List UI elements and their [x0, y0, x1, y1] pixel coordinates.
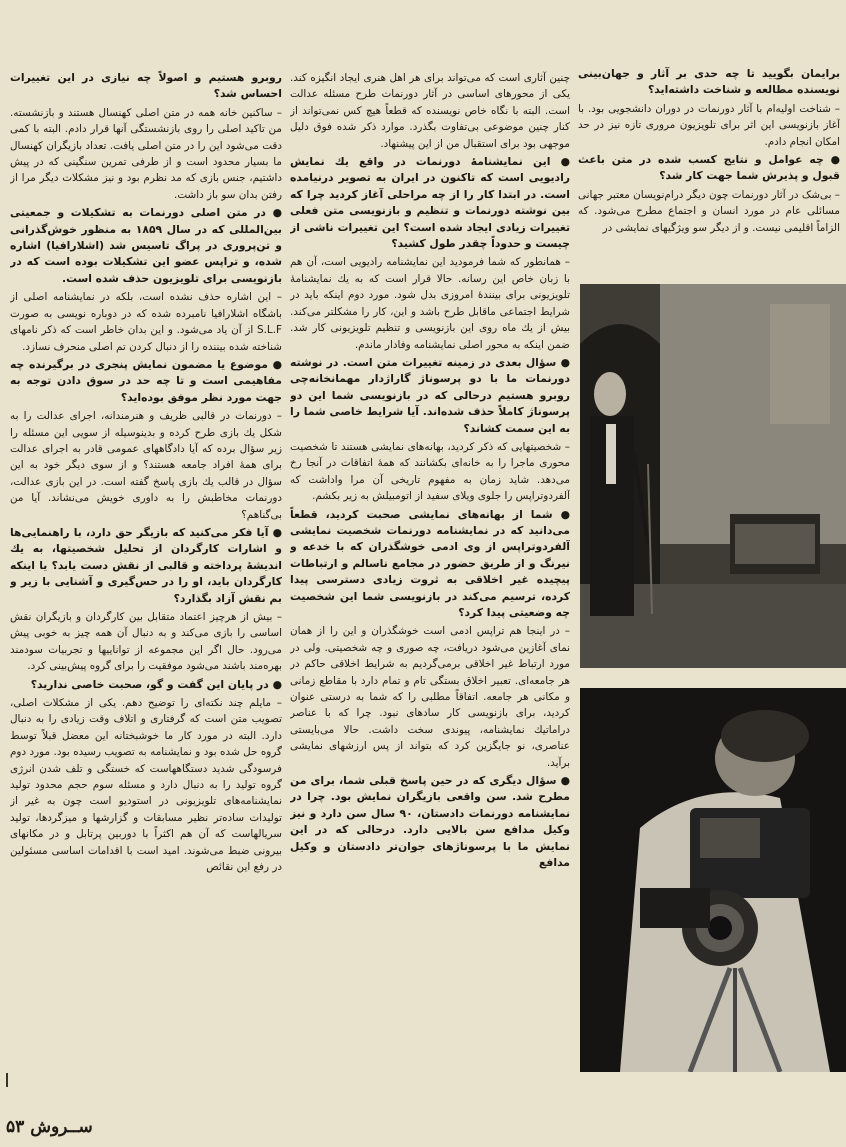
interview-answer: – شخصیتهایی که ذکر کردید، بهانه‌های نمایشی هستند تا شخصیت محوری ماجرا را به خانه‌ای بکشانند که همهٔ اتفاقات در آنجا رخ می‌دهد. شاید زمان به مفهوم تاریخی آن مرا واداشت که آلفردوتراپس را جلوی ویلای سفید از اتومبیلش به زیر بکشم.: [290, 440, 570, 503]
photo-actor: [580, 284, 846, 668]
interview-answer: – همانطور که شما فرمودید این نمایشنامه رادیویی است، آن هم با زبان خاص این رسانه. حالا قرار است که به یك نمایشنامهٔ تلویزیونی برای بینندهٔ امروزی بدل شود. مورد دوم اینکه باید در شرایط اجتماعی ماقابل طرح باشد و این، کار را مشکلتر می‌کند. بیش از یك ماه روی این بازنویسی و تنظیم تلویزیونی کار شد. ضمن اینکه به محور اصلی نمایشنامه وفادار ماندم.: [290, 256, 570, 351]
interview-answer: – شناخت اولیه‌ام با آثار دورنمات در دوران دانشجویی بود. با آغاز بازنویسی این اثر برای تلویزیون مروری تازه نیز در حد امکان انجام دادم.: [578, 102, 840, 148]
interview-answer: – در اینجا هم تراپس ادمی است خوشگذران و این را از همان نمای آغازین می‌شود دریافت، چه صوری و چه شخصیتی. ولی در مورد ارتباط غیر اخلاقی برمی‌گردیم به شرایط اخلاقی حاکم در هر جامعه‌ای. تعبیر اخلاق بستگی تام و تمام دارد با مقاطع زمانی و مکانی هر جامعه. اتفاقاً مطلبی را که شما به درستی عنوان کردید، برای بازنویسی کار سادهای نبود. چرا که با عناصر دراماتیك نمایشنامه، پیوندی سخت داشت. حالا می‌بایستی عناصری، نو جایگزین کرد که بتواند از پس ارزشهای نمایشی برآید.: [290, 625, 570, 769]
interview-question: ● این نمایشنامهٔ دورنمات در واقع یك نمایش رادیویی است که تاکنون در ایران به تصویر درنیامده است. در ابتدا کار را از چه مراحلی آغاز کردید چرا که بین نوشته دورنمات و تنظیم و بازنویسی متن فعلی تغییرات زیادی ایجاد شده است؟ این تغییرات ناشی از چیست و حدوداً چقدر طول کشید؟: [290, 155, 570, 251]
interview-answer: چنین آثاری است که می‌تواند برای هر اهل هنری ایجاد انگیزه کند. یکی از محورهای اساسی در آثار دورنمات طرح مسئله عدالت است. البته با نگاه خاص نویسنده که قطعاً هیچ کس نمی‌تواند از کنار چنین موضوعی بی‌تفاوت بگذرد. موارد ذکر شده فوق دلیل موجهی بود برای استقبال من از این پیشنهاد.: [290, 72, 570, 150]
magazine-name: ســروش: [30, 1117, 93, 1137]
interview-question: ● در پایان این گفت و گو، صحبت خاصی ندارید؟: [30, 677, 282, 691]
interview-question: ● موضوع یا مضمون نمایش پنجری در برگیرنده چه مفاهیمی است و تا چه حد در سوق دادن توجه به جهت مورد نظر موفق بوده‌اید؟: [10, 357, 282, 404]
column-left: [10, 70, 282, 1082]
interview-question: ● آیا فکر می‌کنید که بازیگر حق دارد، با راهنمایی‌ها و اشارات کارگردان از تحلیل شخصیتها، به یك اندیشهٔ پرداخته و قالبی از نقش دست یابد؟ یا اینکه کارگردان باید، او را در حس‌گیری و آشنایی با زیر و بم نقش آزاد بگذارد؟: [10, 525, 282, 605]
interview-answer: – این اشاره حذف نشده است، بلکه در نمایشنامه اصلی از باشگاه اشلارافیا نامبرده شده که در دوباره نویسی به صورت S.L.F از آن یاد می‌شود. و این بدان خاطر است که ذکر نامهای شناخته شده بیننده را از دنبال کردن تم اصلی منحرف نسازد.: [10, 291, 282, 353]
column-rule: [6, 1073, 8, 1087]
interview-answer: – بی‌شک در آثار دورنمات چون دیگر درام‌نویسان معتبر جهانی مسائلی عام در مورد انسان و اجتماع مطرح می‌شود. که الزاماً اقلیمی نیست. و از دیگر سو ویژگیهای نمایشی در: [578, 188, 840, 234]
interview-question: ● شما از بهانه‌های نمایشی صحبت کردید، قطعاً می‌دانید که در نمایشنامه دورنمات شخصیت نمایشی آلفردوتراپس از وی ادمی خوشگذران که با خدعه و نیرنگ و از طریق حضور در مجامع ناسالم و ارتباطات پیچیده غیر اخلاقی به ثروت زیادی دسترسی پیدا کرده، ترسیم می‌کند در بازنویسی شما این شخصیت چه وضعیتی پیدا کرد؟: [290, 507, 570, 619]
interview-question: ● سؤال دیگری که در حین پاسخ قبلی شما، برای من مطرح شد. سن واقعی بازیگران نمایش بود. چرا در نمایشنامه دورنمات دادستان، ۹۰ سال سن دارد و نیز وکیل مدافع سن بالایی دارد. درحالی که در این نمایش ما با پرسوناژهای جوان‌تر دادستان و وکیل مدافع: [290, 774, 570, 870]
photo-cameraman-icon: [580, 688, 846, 1072]
interview-answer: – بیش از هرچیز اعتماد متقابل بین کارگردان و بازیگران نقش اساسی را بازی می‌کند و به دنبال آن همه چیز به خوبی پیش می‌رود. حال اگر این مجموعه از تواناییها و تجربیات سودمند بهره‌مند باشند می‌شود موفقیت را برای گروه پیش‌بینی کرد.: [10, 611, 282, 673]
photo-actor-with-cane-icon: [580, 284, 846, 668]
interview-question: روبرو هستیم و اصولاً چه نیازی در این تغییرات احساس شد؟: [10, 71, 282, 101]
interview-answer: – مایلم چند نکته‌ای را توضیح دهم. یکی از مشکلات اصلی، تصویب متن است که گرفتاری و اتلاف وقت زیادی را به دنبال دارد. البته در مورد کار ما خوشبختانه این معضل قبلاً توسط گروه حل شده بود و نمایشنامه به تصویب رسیده بود. مورد دوم فرسودگی شدید دستگاههاست که خستگی و تلف شدن انرژی گروه تولید را به دنبال دارد و مسئله سوم حجم محدود تولید نمایشنامه‌های تلویزیونی در استودیو است چون به غیر از تولیدات ساده‌تر نظیر مسابقات و گزارشها و میزگردها، تولید سریالهاست که آن هم اکثراً با دوربین پرتابل و در مکانهای بیرونی ضبط می‌شوند. امید است با اقدامات اساسی مسئولین در رفع این نقائص: [10, 697, 282, 874]
page-footer: [6, 1117, 93, 1137]
column-right: [578, 66, 840, 286]
column-middle: [290, 70, 570, 1080]
interview-answer: – ساکنین خانه همه در متن اصلی کهنسال هستند و بازنشسته. من تاکید اصلی را روی بازنشستگی آنها قرار دادم. البته با کمی دقت می‌شود این را در متن اصلی یافت. تعداد بازیگران کهنسال ما بسیار محدود است و از طرفی تمرین سنگینی که در پیش داشتیم، جنس بازی که مد نظرم بود و نیز مشکلات دیگر مرا از رفتن بدان سو باز داشت.: [10, 106, 282, 201]
page-number: ۵۳: [6, 1117, 25, 1137]
interview-answer: – دورنمات در قالبی ظریف و هنرمندانه، اجرای عدالت را به شکل یك بازی طرح کرده و بدینوسیله از سویی این مسئله را زیر سؤال برده که آیا دادگاههای عمومی قادر به اجرای عدالت برای همهٔ افراد جامعه هستند؟ و از سوی دیگر خود به این سؤال در قالب یك بازی پاسخ گفته است. در این بازی عدالت، دورنمات مخاطبش را به داوری خویش می‌نشاند. آیا من بی‌گناهم؟: [10, 410, 282, 521]
interview-question: برایمان بگویید تا چه حدی بر آثار و جهان‌بینی نویسنده مطالعه و شناخت داشته‌اید؟: [578, 67, 840, 97]
interview-question: ● چه عوامل و نتایج کسب شده در متن باعث قبول و پذیرش شما جهت کار شد؟: [578, 153, 840, 183]
interview-question: ● سؤال بعدی در زمینه تغییرات متن است. در نوشته دورنمات ما با دو پرسوناژ گاراژدار مهمانخانه‌چی روبرو هستیم درحالی که در بازنویسی شما این دو پرسوناژ کاملاً حذف شده‌اند. آیا شرایط خاصی شما را به این سمت کشاند؟: [290, 355, 570, 435]
interview-question: ● در متن اصلی دورنمات به تشکیلات و جمعیتی بین‌المللی که در سال ۱۸۵۹ به منظور خوش‌گذرانی و تن‌پروری در پراگ تاسیس شد (اشلارافیا) اشاره شده، و تراپس عضو این تشکیلات بوده است که در بازنویسی برای تلویزیون حذف شده است.: [10, 206, 282, 285]
photo-cameraman: [580, 688, 846, 1072]
